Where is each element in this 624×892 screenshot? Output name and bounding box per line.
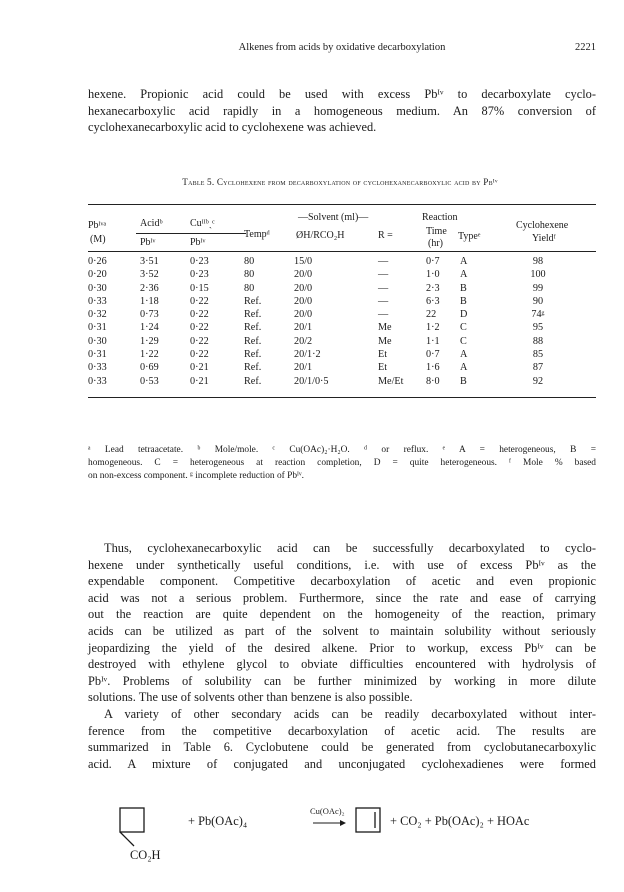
table-cell: A <box>460 349 468 361</box>
table-cell: Me <box>378 322 392 334</box>
table-cell: 0·31 <box>88 349 107 361</box>
body-line: destroyed with ethylene glycol to obviate difficulties encountered with hydrolysis of <box>88 657 596 672</box>
intro-line: hexene. Propionic acid could be used with excess Pbᴵᵛ to decarboxylate cyclo- <box>88 87 596 101</box>
table-cell: 20/1·2 <box>294 349 321 361</box>
table-cell: 0·22 <box>190 349 209 361</box>
table-cell: 95 <box>532 322 544 334</box>
page-number: 2221 <box>575 42 596 53</box>
header-time-unit: (hr) <box>428 238 443 249</box>
table-cell: 98 <box>532 256 544 267</box>
table-cell: 3·51 <box>140 256 159 267</box>
table-cell: 85 <box>532 349 544 361</box>
table-cell: 0·30 <box>88 282 107 294</box>
table-bottom-rule <box>88 397 596 398</box>
table-cell: 3·52 <box>140 269 159 281</box>
table-cell: 20/0 <box>294 282 313 294</box>
table-cell: B <box>460 282 467 294</box>
header-cu: Cuᴵᴵᵇˎᶜ <box>190 218 215 229</box>
header-cu-sub: Pbᴵᵛ <box>190 237 206 248</box>
table-cell: 80 <box>244 256 255 267</box>
header-acid: Acidᵇ <box>140 218 163 229</box>
table-cell: — <box>378 256 389 267</box>
table-cell: 0·7 <box>426 349 440 361</box>
equation-reagent: + Pb(OAc)₄ <box>188 814 248 828</box>
equation-products: + CO₂ + Pb(OAc)₂ + HOAc <box>390 814 530 828</box>
running-header <box>88 42 596 58</box>
table-cell: 1·1 <box>426 335 440 347</box>
body-line: out the reaction are quite dependent on the homogeneity of the reaction, primary <box>88 607 596 622</box>
table-row <box>88 268 568 281</box>
table-cell: 0·53 <box>140 375 159 387</box>
table-cell: 80 <box>244 282 255 294</box>
table-cell: 80 <box>244 269 255 281</box>
table-cell: 6·3 <box>426 295 440 307</box>
table-cell: A <box>460 256 468 267</box>
table-cell: Ref. <box>244 322 262 334</box>
table-cell: Ref. <box>244 335 262 347</box>
table-row <box>88 321 568 334</box>
table-cell: 1·24 <box>140 322 159 334</box>
table-cell: — <box>378 269 389 281</box>
header-pb: Pbᴵᵛᵃ <box>88 220 107 231</box>
body-paragraph <box>88 540 596 772</box>
table-cell: 0·23 <box>190 269 209 281</box>
table-cell: Ref. <box>244 362 262 374</box>
header-solvent-r: R = <box>378 230 393 241</box>
header-yield: Cyclohexene <box>516 220 569 231</box>
equation-catalyst: Cu(OAc)₂ <box>310 806 345 816</box>
table-cell: 0·20 <box>88 269 107 281</box>
table-cell: Ref. <box>244 375 262 387</box>
header-sub-rule <box>136 233 246 234</box>
header-reaction: Reaction <box>422 212 458 223</box>
running-title: Alkenes from acids by oxidative decarboxylation <box>238 42 446 53</box>
table-cell: 0·30 <box>88 335 107 347</box>
table-caption-label: Table 5. <box>182 177 215 187</box>
arrow-head <box>340 820 346 826</box>
intro-line: hexanecarboxylic acid rapidly in a homogeneous medium. An 87% conversion of <box>88 103 596 118</box>
table-cell: 0·73 <box>140 309 159 321</box>
table-cell: 0·22 <box>190 322 209 334</box>
intro-line: cyclohexanecarboxylic acid to cyclohexene was achieved. <box>88 120 377 135</box>
header-pb-unit: (M) <box>90 234 106 245</box>
table-cell: 20/1 <box>294 362 313 374</box>
table-row <box>88 282 568 295</box>
table-footnotes <box>88 444 596 483</box>
body-line: Pbᴵᵛ. Problems of solubility can be further minimized by working in more dilute <box>88 673 596 688</box>
table-cell: 0·22 <box>190 309 209 321</box>
equation-substituent: CO₂H <box>130 848 161 862</box>
table-cell: 99 <box>532 282 544 294</box>
table-cell: 22 <box>426 309 437 321</box>
table-cell: 0·22 <box>190 295 209 307</box>
table-row <box>88 335 568 348</box>
body-line: acid. A mixture of conjugated and unconjugated cyclohexadienes were formed <box>88 756 596 771</box>
body-line: expendable component. Competitive decarboxylation of acetic and even propionic <box>88 574 596 589</box>
table-cell: 74ᵍ <box>531 309 545 321</box>
cyclobutene-ring <box>356 808 380 832</box>
table-cell: 0·26 <box>88 256 107 267</box>
table-top-rule <box>88 204 596 205</box>
table-cell: — <box>378 282 389 294</box>
table-cell: 0·7 <box>426 256 440 267</box>
table-cell: B <box>460 295 467 307</box>
table-cell: 0·23 <box>190 256 209 267</box>
table-row <box>88 255 568 268</box>
body-line: acid was not a serious problem. Furthermore, since the rate and ease of carrying <box>88 590 596 605</box>
footnote-line: on non-excess component. ᵍ incomplete reduction of Pbᴵᵛ. <box>88 471 304 481</box>
table-cell: — <box>378 309 389 321</box>
table-row <box>88 375 568 388</box>
table-cell: 2·36 <box>140 282 159 294</box>
table-cell: 8·0 <box>426 375 440 387</box>
footnote-line: ᵃ Lead tetraacetate. ᵇ Mole/mole. ᶜ Cu(OAc)₂·H₂O. ᵈ or reflux. ᵉ A = heterogeneous, B = <box>88 445 596 455</box>
table-cell: 88 <box>532 335 544 347</box>
header-solvent: —Solvent (ml)— <box>298 212 369 223</box>
table-cell: 20/2 <box>294 335 313 347</box>
table-body <box>88 255 568 388</box>
table-cell: 1·0 <box>426 269 440 281</box>
body-line: Thus, cyclohexanecarboxylic acid can be successfully decarboxylated to cyclo- <box>104 541 596 555</box>
table-cell: Ref. <box>244 309 262 321</box>
table-cell: 100 <box>530 269 546 281</box>
table-cell: 0·69 <box>140 362 159 374</box>
table-cell: 15/0 <box>294 256 313 267</box>
table-cell: 1·18 <box>140 295 159 307</box>
table-cell: Me <box>378 335 392 347</box>
table-cell: 0·15 <box>190 282 209 294</box>
intro-paragraph <box>88 86 596 136</box>
body-line: summarized in Table 6. Cyclobutene could be generated from cyclobutanecarboxylic <box>88 740 596 755</box>
table-cell: 20/0 <box>294 309 313 321</box>
header-type: Typeᵉ <box>458 231 481 242</box>
table-cell: Me/Et <box>378 375 404 387</box>
table-cell: 2·3 <box>426 282 440 294</box>
table-cell: D <box>460 309 468 321</box>
table-cell: Et <box>378 362 388 374</box>
table-cell: C <box>460 335 467 347</box>
table-cell: 90 <box>532 295 544 307</box>
footnote-line: homogeneous. C = heterogeneous at reaction completion, D = quite heterogeneous. ᶠ Mole % based <box>88 458 596 468</box>
body-line: hexene under synthetically useful conditions, i.e. with use of excess Pbᴵᵛ as the <box>88 557 596 572</box>
table-cell: A <box>460 269 468 281</box>
table-cell: 1·29 <box>140 335 159 347</box>
table-cell: 20/1 <box>294 322 313 334</box>
table-cell: 1·22 <box>140 349 159 361</box>
body-line: solutions. The use of solvents other than benzene is also possible. <box>88 690 413 705</box>
table-cell: 92 <box>532 375 544 387</box>
header-temp: Tempᵈ <box>244 229 270 240</box>
body-line: jeopardizing the yield of the desired alkene. Prior to workup, excess Pbᴵᵛ can be <box>88 640 596 655</box>
table-cell: B <box>460 375 467 387</box>
reaction-equation <box>118 806 598 866</box>
header-solvent-ratio: ØH/RCO₂H <box>296 230 345 241</box>
table-cell: 0·21 <box>190 375 209 387</box>
table-cell: 20/0 <box>294 269 313 281</box>
table-cell: Ref. <box>244 295 262 307</box>
table-cell: Et <box>378 349 388 361</box>
table-cell: — <box>378 295 389 307</box>
table-cell: 20/0 <box>294 295 313 307</box>
table-row <box>88 295 568 308</box>
table-cell: 1·6 <box>426 362 440 374</box>
body-line: ference from the competitive decarboxylation of acetic acid. The results are <box>88 723 596 738</box>
header-time: Time <box>426 226 447 237</box>
table-row <box>88 361 568 374</box>
cyclobutane-ring <box>120 808 144 832</box>
table-cell: 0·22 <box>190 335 209 347</box>
table-cell: Ref. <box>244 349 262 361</box>
table-cell: C <box>460 322 467 334</box>
body-line: acids can be utilized as part of the solvent to maintain solubility without seriously <box>88 623 596 638</box>
table-row <box>88 348 568 361</box>
table-caption <box>100 177 580 187</box>
table-cell: 0·33 <box>88 295 107 307</box>
table-cell: 87 <box>532 362 544 374</box>
table-cell: 1·2 <box>426 322 440 334</box>
header-yield-sub: Yieldᶠ <box>532 233 556 244</box>
table-caption-text: Cyclohexene from decarboxylation of cyclohexanecarboxylic acid by Pbᴵᵛ <box>216 177 498 187</box>
table-row <box>88 308 568 321</box>
header-acid-sub: Pbᴵᵛ <box>140 237 156 248</box>
table-cell: 0·31 <box>88 322 107 334</box>
table-cell: 0·33 <box>88 375 107 387</box>
table-header-rule <box>88 251 596 252</box>
table-cell: 20/1/0·5 <box>294 375 329 387</box>
carboxyl-bond <box>120 832 134 846</box>
table-cell: A <box>460 362 468 374</box>
table-cell: 0·32 <box>88 309 107 321</box>
table-cell: 0·21 <box>190 362 209 374</box>
body-line: A variety of other secondary acids can be readily decarboxylated without inter- <box>104 706 596 721</box>
table-cell: 0·33 <box>88 362 107 374</box>
